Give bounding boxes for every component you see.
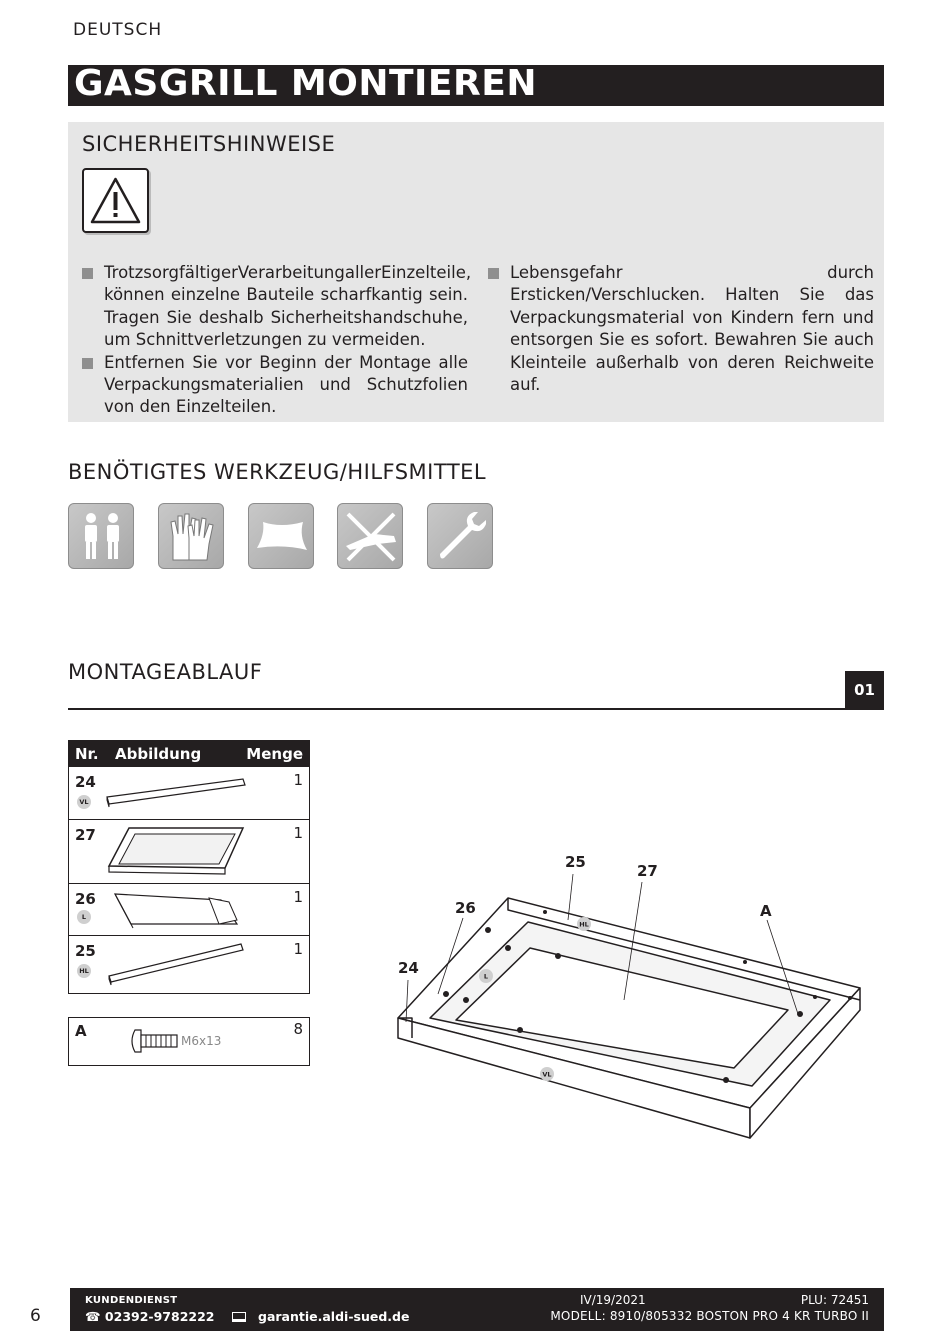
page-title: GASGRILL MONTIEREN <box>74 63 537 104</box>
section-divider <box>68 708 884 710</box>
two-persons-icon <box>68 503 134 569</box>
page-title-bar <box>68 65 884 106</box>
safety-column-left <box>82 262 472 419</box>
callout-27: 27 <box>637 862 658 880</box>
table-row <box>69 819 309 883</box>
language-label: DEUTSCH <box>73 20 163 40</box>
col-header-image: Abbildung <box>115 745 202 763</box>
gloves-icon <box>158 503 224 569</box>
part-tag: HL <box>77 964 91 978</box>
no-cutter-icon <box>337 503 403 569</box>
step-number-badge: 01 <box>845 671 884 709</box>
plu-code: PLU: 72451 <box>800 1293 869 1307</box>
col-header-qty: Menge <box>246 745 303 763</box>
phone-icon: ☎ <box>85 1309 105 1324</box>
drawing-tag-l: L <box>483 972 489 981</box>
screw-quantity: 8 <box>293 1020 303 1038</box>
safety-bullet: TrotzsorgfältigerVerarbeitungallerEinzelteile, können einzelne Bauteile scharfkantig sein. Tragen Sie deshalb Sicherheitshandschuhe, um Schnittverletzungen zu vermeiden. <box>82 262 468 352</box>
part-quantity: 1 <box>293 940 303 958</box>
table-row <box>69 935 309 993</box>
callout-26: 26 <box>455 899 476 917</box>
footer-bar <box>70 1288 884 1331</box>
screw-size: M6x13 <box>181 1034 222 1048</box>
model-info: MODELL: 8910/805332 BOSTON PRO 4 KR TURBO II <box>550 1309 869 1323</box>
warning-triangle-icon <box>82 168 149 233</box>
part-quantity: 1 <box>293 824 303 842</box>
part-24-image <box>69 767 309 820</box>
cloth-icon <box>248 503 314 569</box>
assembly-drawing <box>390 850 870 1150</box>
service-website: garantie.aldi-sued.de <box>232 1309 409 1324</box>
safety-panel <box>68 122 884 422</box>
part-quantity: 1 <box>293 771 303 789</box>
part-tag: L <box>77 910 91 924</box>
callout-24: 24 <box>398 959 419 977</box>
assembly-heading: MONTAGEABLAUF <box>68 660 263 684</box>
table-row <box>69 883 309 935</box>
part-number: 25 <box>75 942 96 960</box>
part-tag: VL <box>77 795 91 809</box>
page-number: 6 <box>30 1306 41 1326</box>
callout-25: 25 <box>565 853 586 871</box>
callout-a: A <box>760 902 772 920</box>
service-phone: ☎ 02392-9782222 <box>85 1309 215 1324</box>
part-quantity: 1 <box>293 888 303 906</box>
drawing-tag-hl: HL <box>579 920 589 929</box>
document-date: IV/19/2021 <box>580 1293 646 1307</box>
safety-column-right <box>488 262 874 396</box>
drawing-tag-vl: VL <box>542 1070 552 1079</box>
laptop-icon <box>232 1312 246 1322</box>
part-26-image <box>69 884 309 936</box>
tools-heading: BENÖTIGTES WERKZEUG/HILFSMITTEL <box>68 460 487 484</box>
part-number: 27 <box>75 826 96 844</box>
part-number: 24 <box>75 773 96 791</box>
safety-bullet: Entfernen Sie vor Beginn der Montage alle Verpackungsmaterialien und Schutzfolien von den Einzelteilen. <box>82 352 468 419</box>
service-label: KUNDENDIENST <box>85 1295 178 1306</box>
parts-table-header <box>69 741 309 766</box>
col-header-nr: Nr. <box>75 745 99 763</box>
screw-table <box>68 1017 310 1066</box>
parts-table <box>68 740 310 994</box>
part-27-image <box>69 820 309 884</box>
screw-label: A <box>75 1022 87 1040</box>
part-25-image <box>69 936 309 994</box>
safety-heading: SICHERHEITSHINWEISE <box>82 132 336 156</box>
safety-bullet: Lebensgefahr durch Ersticken/Verschlucken. Halten Sie das Verpackungsmaterial von Kindern fern und entsorgen Sie es sofort. Bewahren Sie auch Kleinteile außerhalb von deren Reichweite auf. <box>488 262 874 396</box>
table-row <box>69 766 309 819</box>
part-number: 26 <box>75 890 96 908</box>
wrench-icon <box>427 503 493 569</box>
